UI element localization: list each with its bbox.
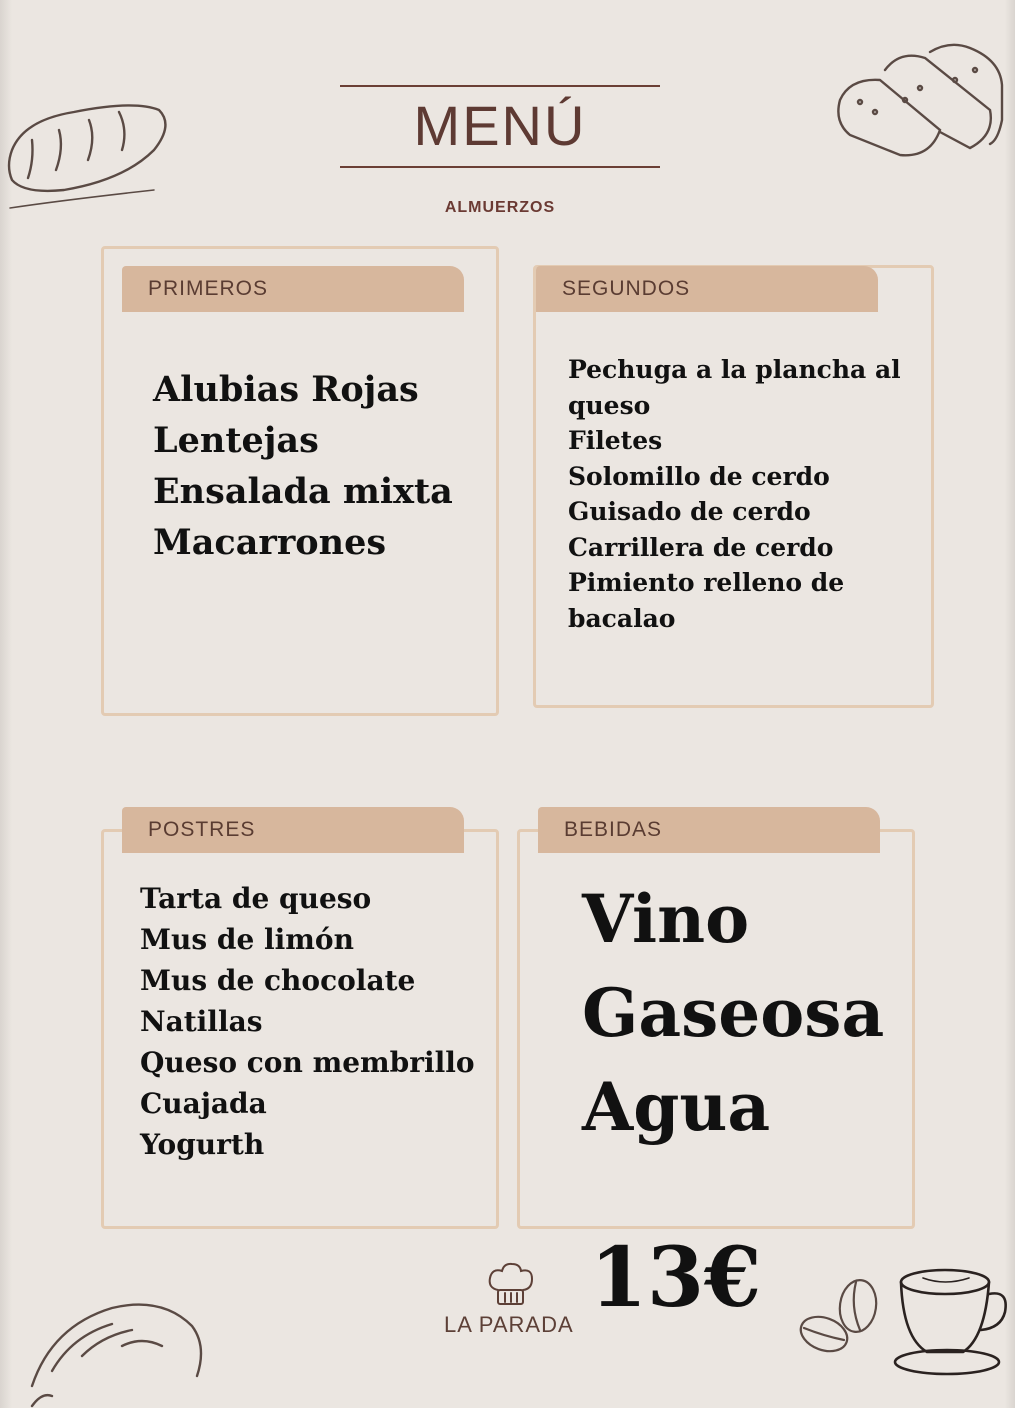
menu-item: Solomillo de cerdo: [568, 461, 830, 491]
menu-item: Natillas: [140, 1005, 263, 1038]
coffee-beans-icon: [796, 1278, 891, 1363]
menu-item: Alubias Rojas: [153, 369, 419, 410]
menu-item: Guisado de cerdo: [568, 497, 811, 526]
menu-item: Tarta de queso: [140, 882, 372, 915]
brand-name: LA PARADA: [444, 1312, 574, 1337]
menu-item: Carrillera de cerdo: [568, 532, 834, 562]
menu-item: Filetes: [568, 426, 663, 455]
section-bebidas-heading: BEBIDAS: [538, 807, 880, 853]
menu-item: Ensalada mixta: [153, 471, 453, 512]
section-segundos-heading: SEGUNDOS: [536, 266, 878, 312]
section-postres-list: [140, 878, 475, 1165]
section-primeros-heading: PRIMEROS: [122, 266, 464, 312]
coffee-cup-icon: [893, 1258, 1013, 1383]
menu-item: Mus de limón: [140, 923, 354, 956]
sliced-bread-icon: [830, 40, 1010, 170]
menu-item: Lentejas: [153, 420, 319, 461]
chef-hat-icon: [486, 1262, 536, 1308]
menu-item: Queso con membrillo: [140, 1046, 475, 1079]
menu-item: bacalao: [568, 603, 676, 633]
menu-item: Agua: [582, 1068, 771, 1146]
menu-item: Vino: [582, 880, 750, 958]
page-title: MENÚ: [413, 94, 587, 157]
menu-item: Gaseosa: [582, 974, 885, 1052]
menu-item: Pimiento relleno de: [568, 568, 845, 597]
bread-loaf-icon: [4, 90, 174, 220]
menu-item: queso: [568, 390, 651, 420]
section-segundos-list: [568, 352, 918, 636]
section-bebidas-list: [582, 872, 884, 1154]
menu-item: Yogurth: [140, 1128, 265, 1161]
section-primeros-list: [153, 364, 453, 568]
menu-item: Macarrones: [153, 522, 387, 563]
menu-item: Mus de chocolate: [140, 964, 416, 997]
menu-item: Pechuga a la plancha al: [568, 355, 901, 384]
croissant-icon: [22, 1296, 222, 1408]
menu-item: Cuajada: [140, 1087, 267, 1120]
title-rule-bottom: [340, 166, 660, 168]
page-edge-right: [1005, 0, 1015, 1408]
title-rule-top: [340, 85, 660, 87]
page-subtitle: ALMUERZOS: [444, 199, 556, 216]
section-postres-heading: POSTRES: [122, 807, 464, 853]
price: 13€: [590, 1230, 762, 1326]
